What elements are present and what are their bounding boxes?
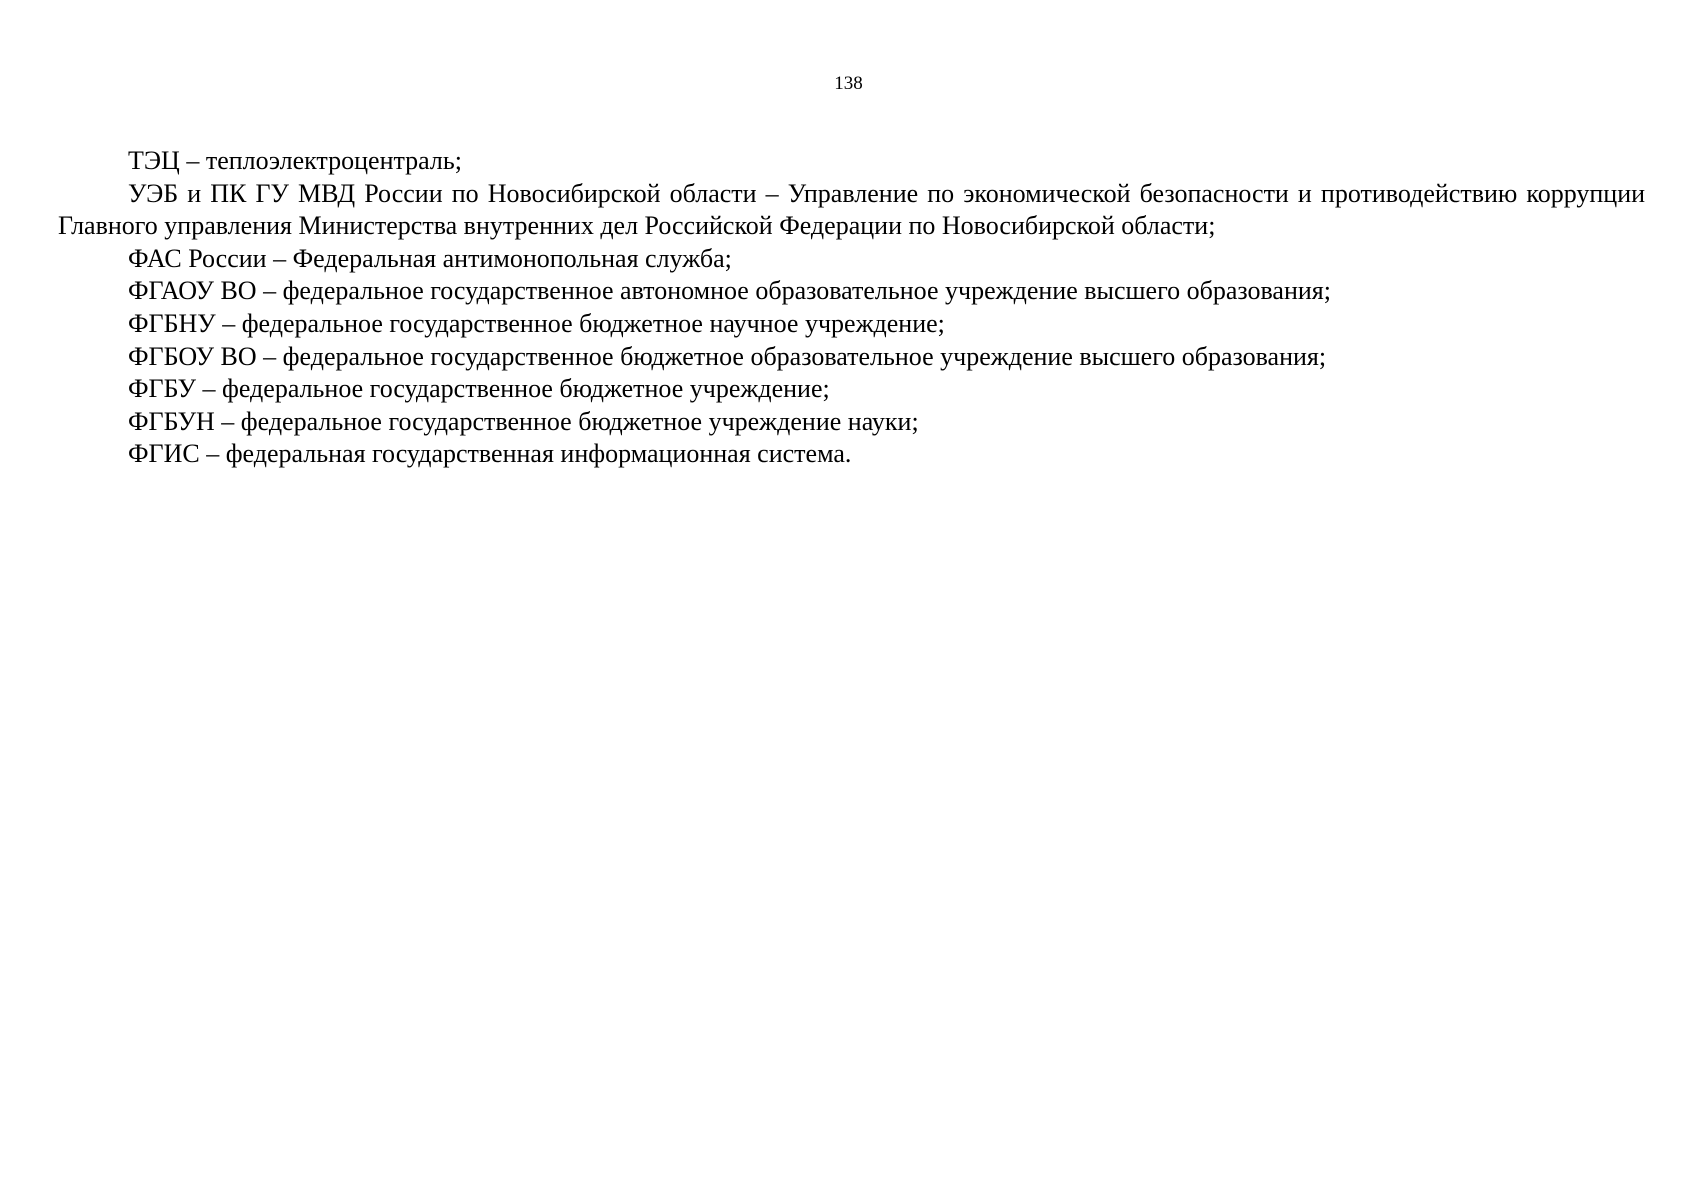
abbreviation-item [58, 275, 1645, 308]
abbreviation-term: ФГАОУ ВО [128, 276, 257, 306]
abbreviation-term: ФАС России [128, 243, 267, 273]
abbreviation-definition: теплоэлектроцентраль; [205, 146, 462, 175]
abbreviation-definition: федеральное государственное бюджетное образовательное учреждение высшего образования; [282, 341, 1327, 371]
abbreviation-definition: федеральное государственное бюджетное научное учреждение; [241, 308, 945, 338]
abbreviation-term: ФГБУ [128, 374, 196, 404]
abbreviation-term: УЭБ и ПК ГУ МВД России по Новосибирской области [128, 178, 757, 208]
abbreviation-definition: федеральное государственное бюджетное учреждение науки; [240, 406, 919, 436]
abbreviation-item [58, 438, 1645, 471]
abbreviation-definition: Управление по экономической безопасности и противодействию коррупции Главного управления Министерства внутренних дел Российской Федерации по Новосибирской области; [58, 178, 1646, 241]
abbreviation-dash: – [263, 276, 277, 306]
abbreviation-dash: – [186, 146, 200, 175]
abbreviation-dash: – [263, 341, 277, 371]
abbreviation-item [58, 145, 1645, 178]
abbreviation-term: ФГБУН [128, 406, 215, 436]
abbreviation-item [58, 341, 1645, 374]
abbreviation-dash: – [206, 439, 220, 469]
abbreviation-dash: – [221, 406, 235, 436]
abbreviation-dash: – [273, 243, 287, 273]
abbreviation-term: ФГИС [128, 439, 200, 469]
abbreviation-definition: Федеральная антимонопольная служба; [292, 243, 732, 273]
abbreviation-term: ФГБНУ [128, 308, 216, 338]
abbreviation-item [58, 243, 1645, 276]
abbreviation-term: ФГБОУ ВО [128, 341, 257, 371]
abbreviation-item [58, 406, 1645, 439]
abbreviation-dash: – [202, 374, 216, 404]
page-number: 138 [834, 73, 863, 94]
abbreviation-definition: федеральное государственное автономное образовательное учреждение высшего образования; [282, 276, 1331, 306]
abbreviation-dash: – [222, 308, 236, 338]
abbreviation-definition: федеральное государственное бюджетное учреждение; [222, 374, 830, 404]
abbreviation-item [58, 178, 1645, 243]
abbreviation-term: ТЭЦ [128, 146, 180, 175]
abbreviation-list [58, 145, 1645, 471]
abbreviation-item [58, 373, 1645, 406]
abbreviation-definition: федеральная государственная информационная система. [225, 439, 852, 469]
abbreviation-dash: – [765, 178, 779, 208]
abbreviation-item [58, 308, 1645, 341]
